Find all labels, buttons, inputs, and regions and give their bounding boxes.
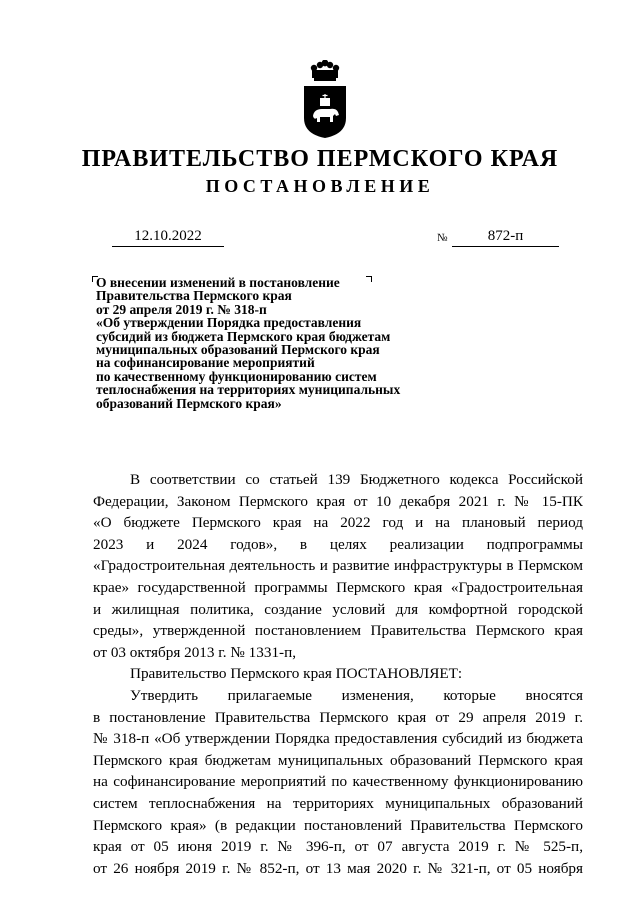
body-line: в постановление Правительства Пермского края от 29 апреля 2019 г. xyxy=(93,708,583,726)
body-line: «О бюджете Пермского края на 2022 год и на плановый период xyxy=(93,514,583,532)
document-date: 12.10.2022 xyxy=(112,226,224,247)
government-title: ПРАВИТЕЛЬСТВО ПЕРМСКОГО КРАЯ xyxy=(81,146,559,172)
document-type: ПОСТАНОВЛЕНИЕ xyxy=(205,176,435,196)
body-line: от 26 ноября 2019 г. № 852-п, от 13 мая 2020 г. № 321-п, от 05 ноября xyxy=(93,859,583,877)
document-subject xyxy=(96,276,456,410)
body-line: В соответствии со статьей 139 Бюджетного кодекса Российской xyxy=(130,471,583,488)
subject-line: муниципальных образований Пермского края xyxy=(96,342,380,358)
body-line: крае» государственной программы Пермского края «Градостроительная xyxy=(93,578,583,596)
body-line: Пермского края» (в редакции постановлений Правительства Пермского xyxy=(93,816,583,834)
resolution-line: Правительство Пермского края ПОСТАНОВЛЯЕТ: xyxy=(130,665,463,683)
body-line: «Градостроительная деятельность и развитие инфраструктуры в Пермском xyxy=(93,557,583,575)
subject-line: Правительства Пермского края xyxy=(96,288,292,304)
subject-line: теплоснабжения на территориях муниципальных xyxy=(96,382,401,398)
document-number: 872-п xyxy=(452,226,559,247)
body-line: Утвердить прилагаемые изменения, которые вносятся xyxy=(130,686,583,704)
subject-line: «Об утверждении Порядка предоставления xyxy=(96,315,362,331)
subject-line: на софинансирование мероприятий xyxy=(96,355,315,371)
body-line: от 03 октября 2013 г. № 1331-п, xyxy=(93,643,297,661)
subject-line: О внесении изменений в постановление xyxy=(96,275,340,290)
body-line: Федерации, Законом Пермского края от 10 декабря 2021 г. № 15-ПК xyxy=(93,492,583,510)
subject-line: по качественному функционированию систем xyxy=(96,368,377,384)
body-line: 2023 и 2024 годов», в целях реализации подпрограммы xyxy=(93,535,583,553)
body-line: среды», утвержденной постановлением Правительства Пермского края xyxy=(93,622,583,640)
subject-line: образований Пермского края» xyxy=(96,395,282,411)
body-line: Пермского края бюджетам муниципальных образований Пермского края xyxy=(93,751,583,769)
body-line: систем теплоснабжения на территориях муниципальных образований xyxy=(93,794,583,812)
subject-line: субсидий из бюджета Пермского края бюджетам xyxy=(96,328,391,344)
body-line: на софинансирование мероприятий по качественному функционированию xyxy=(93,773,583,791)
body-line: края от 05 июня 2019 г. № 396-п, от 07 августа 2019 г. № 525-п, xyxy=(93,838,583,856)
perm-krai-coat-of-arms-icon xyxy=(300,60,350,140)
body-line: № 318-п «Об утверждении Порядка предоставления субсидий из бюджета xyxy=(93,730,583,748)
document-body xyxy=(93,469,583,879)
subject-line: от 29 апреля 2019 г. № 318-п xyxy=(96,301,267,317)
body-line: и жилищная политика, создание условий для комфортной городской xyxy=(93,600,583,618)
number-sign: № xyxy=(437,232,448,244)
